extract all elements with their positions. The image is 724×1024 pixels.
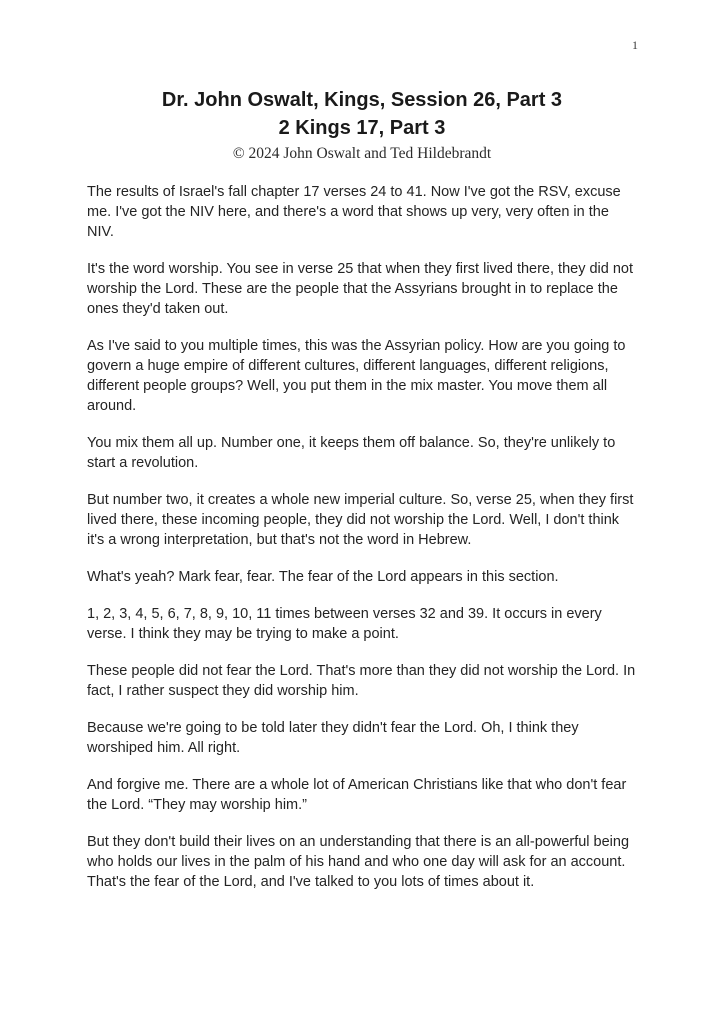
- paragraph-2: It's the word worship. You see in verse 25 that when they first lived there, they did not worship the Lord. These are the people that the Assyrians brought in to replace the ones they'd taken out.: [87, 261, 634, 317]
- paragraph-1: The results of Israel's fall chapter 17 verses 24 to 41. Now I've got the RSV, excuse me. I've got the NIV here, and there's a word that shows up very, very often in the NIV.: [87, 184, 621, 240]
- paragraph-10: And forgive me. There are a whole lot of American Christians like that who don't fear the Lord. “They may worship him.”: [87, 777, 627, 813]
- page-number: 1: [632, 38, 638, 52]
- document-title-line-1: Dr. John Oswalt, Kings, Session 26, Part 3: [161, 89, 563, 111]
- paragraph-6: What's yeah? Mark fear, fear. The fear of the Lord appears in this section.: [87, 569, 559, 585]
- paragraph-4: You mix them all up. Number one, it keeps them off balance. So, they're unlikely to start a revolution.: [87, 435, 616, 471]
- paragraph-11: But they don't build their lives on an understanding that there is an all-powerful being who holds our lives in the palm of his hand and who one day will ask for an account. That's the fear of the Lord, and I've talked to you lots of times about it.: [87, 834, 630, 890]
- paragraph-7: 1, 2, 3, 4, 5, 6, 7, 8, 9, 10, 11 times between verses 32 and 39. It occurs in every verse. I think they may be trying to make a point.: [87, 606, 602, 642]
- document-content: [87, 86, 637, 909]
- paragraph-8: These people did not fear the Lord. That's more than they did not worship the Lord. In fact, I rather suspect they did worship him.: [87, 663, 636, 699]
- body-text: [87, 182, 637, 892]
- paragraph-3: As I've said to you multiple times, this was the Assyrian policy. How are you going to govern a huge empire of different cultures, different languages, different religions, different people groups? Well, you put them in the mix master. You move them all around.: [87, 338, 626, 414]
- paragraph-5: But number two, it creates a whole new imperial culture. So, verse 25, when they first lived there, these incoming people, they did not worship the Lord. Well, I don't think it's a wrong interpretation, but that's not the word in Hebrew.: [87, 492, 634, 548]
- document-title-line-2: 2 Kings 17, Part 3: [278, 117, 446, 139]
- copyright-line: © 2024 John Oswalt and Ted Hildebrandt: [232, 145, 492, 162]
- paragraph-9: Because we're going to be told later they didn't fear the Lord. Oh, I think they worshiped him. All right.: [87, 720, 579, 756]
